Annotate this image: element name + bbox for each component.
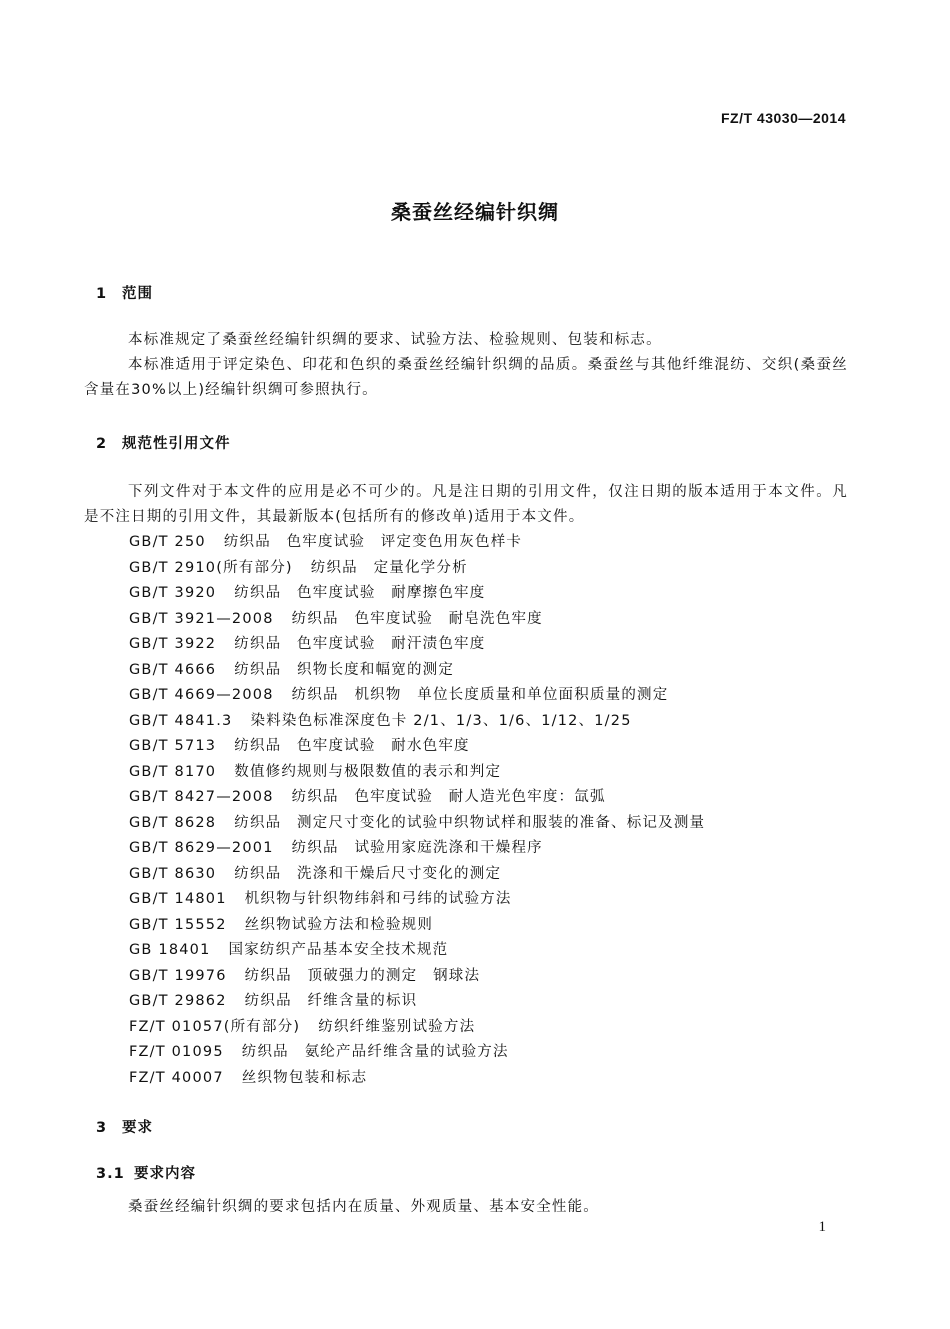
section-number: 2 — [96, 436, 108, 452]
reference-title: 纺织品 色牢度试验 耐水色牢度 — [234, 738, 470, 754]
section-number: 3 — [96, 1120, 108, 1136]
reference-title: 纺织品 色牢度试验 评定变色用灰色样卡 — [223, 534, 523, 550]
reference-item — [129, 913, 705, 939]
reference-code: FZ/T 01057(所有部分) — [129, 1018, 301, 1035]
reference-code: GB/T 8170 — [129, 763, 217, 780]
reference-title: 纺织品 定量化学分析 — [310, 559, 468, 576]
reference-item — [129, 887, 705, 913]
subsection-number: 3.1 — [96, 1166, 125, 1182]
reference-item — [129, 632, 705, 658]
reference-item — [129, 530, 705, 556]
reference-code: GB/T 2910(所有部分) — [129, 559, 293, 576]
reference-item — [129, 734, 705, 760]
reference-item — [129, 760, 705, 786]
reference-code: GB/T 29862 — [129, 993, 227, 1009]
reference-title: 纺织品 纤维含量的标识 — [244, 993, 418, 1009]
reference-code: GB/T 3921—2008 — [129, 610, 274, 627]
reference-item — [129, 658, 705, 684]
reference-title: 纺织品 机织物 单位长度质量和单位面积质量的测定 — [291, 687, 669, 703]
subsection-title: 要求内容 — [134, 1166, 196, 1182]
reference-title: 染料染色标准深度色卡 2/1、1/3、1/6、1/12、1/25 — [250, 712, 632, 729]
reference-code: GB/T 8628 — [129, 814, 217, 831]
section-title: 范围 — [122, 286, 153, 302]
section-3-heading — [96, 1116, 153, 1137]
reference-code: FZ/T 40007 — [129, 1069, 224, 1086]
reference-code: GB/T 8629—2001 — [129, 840, 274, 856]
reference-item — [129, 1040, 705, 1066]
reference-code: GB/T 15552 — [129, 916, 227, 933]
reference-title: 纺织品 织物长度和幅宽的测定 — [234, 661, 455, 678]
reference-code: GB/T 3922 — [129, 636, 217, 652]
reference-title: 国家纺织产品基本安全技术规范 — [228, 942, 449, 958]
paragraph-scope-2: 本标准适用于评定染色、印花和色织的桑蚕丝经编针织绸的品质。桑蚕丝与其他纤维混纺、交织(桑蚕丝含量在30%以上)经编针织绸可参照执行。 — [84, 357, 848, 398]
reference-title: 纺织品 色牢度试验 耐汗渍色牢度 — [234, 636, 486, 652]
reference-item — [129, 964, 705, 990]
reference-item — [129, 581, 705, 607]
reference-title: 纺织品 色牢度试验 耐摩擦色牢度 — [234, 585, 486, 601]
reference-code: GB/T 250 — [129, 534, 206, 550]
reference-code: GB/T 8630 — [129, 865, 217, 882]
reference-item — [129, 989, 705, 1015]
reference-title: 丝织物包装和标志 — [241, 1069, 368, 1086]
reference-code: GB/T 4669—2008 — [129, 687, 274, 703]
reference-item — [129, 1015, 705, 1041]
reference-code: GB/T 4841.3 — [129, 712, 233, 729]
reference-code: GB/T 19976 — [129, 967, 227, 984]
reference-item — [129, 862, 705, 888]
reference-title: 纺织品 试验用家庭洗涤和干燥程序 — [291, 840, 543, 856]
reference-item — [129, 811, 705, 837]
section-1-heading — [96, 282, 153, 303]
reference-title: 丝织物试验方法和检验规则 — [244, 916, 434, 933]
standard-code: FZ/T 43030—2014 — [720, 110, 846, 126]
reference-code: GB/T 14801 — [129, 891, 227, 907]
reference-code: FZ/T 01095 — [129, 1044, 224, 1060]
section-title: 要求 — [122, 1120, 153, 1136]
reference-title: 纺织品 色牢度试验 耐皂洗色牢度 — [291, 610, 543, 627]
reference-title: 纺织纤维鉴别试验方法 — [318, 1018, 476, 1035]
reference-code: GB/T 4666 — [129, 661, 217, 678]
reference-code: GB/T 5713 — [129, 738, 217, 754]
document-title: 桑蚕丝经编针织绸 — [391, 200, 559, 224]
reference-code: GB/T 8427—2008 — [129, 789, 274, 805]
section-number: 1 — [96, 286, 108, 302]
section-3-1-heading — [96, 1162, 196, 1183]
reference-code: GB/T 3920 — [129, 585, 217, 601]
reference-title: 纺织品 氨纶产品纤维含量的试验方法 — [241, 1044, 509, 1060]
paragraph-references-intro: 下列文件对于本文件的应用是必不可少的。凡是注日期的引用文件，仅注日期的版本适用于本文件。凡是不注日期的引用文件，其最新版本(包括所有的修改单)适用于本文件。 — [84, 484, 848, 525]
paragraph-requirements: 桑蚕丝经编针织绸的要求包括内在质量、外观质量、基本安全性能。 — [128, 1199, 599, 1215]
reference-title: 纺织品 色牢度试验 耐人造光色牢度：氙弧 — [291, 789, 606, 805]
reference-list — [129, 530, 705, 1091]
reference-title: 数值修约规则与极限数值的表示和判定 — [234, 763, 502, 780]
reference-item — [129, 683, 705, 709]
reference-title: 纺织品 测定尺寸变化的试验中织物试样和服装的准备、标记及测量 — [234, 814, 706, 831]
page-number: 1 — [818, 1219, 826, 1235]
section-2-heading — [96, 432, 231, 453]
reference-item — [129, 607, 705, 633]
reference-item — [129, 709, 705, 735]
reference-item — [129, 556, 705, 582]
reference-title: 机织物与针织物纬斜和弓纬的试验方法 — [244, 891, 512, 907]
section-title: 规范性引用文件 — [122, 436, 231, 452]
reference-title: 纺织品 洗涤和干燥后尺寸变化的测定 — [234, 865, 502, 882]
reference-item — [129, 938, 705, 964]
reference-item — [129, 785, 705, 811]
paragraph-scope-1: 本标准规定了桑蚕丝经编针织绸的要求、试验方法、检验规则、包装和标志。 — [128, 332, 662, 348]
reference-item — [129, 836, 705, 862]
reference-title: 纺织品 顶破强力的测定 钢球法 — [244, 967, 481, 984]
reference-item — [129, 1066, 705, 1092]
reference-code: GB 18401 — [129, 942, 211, 958]
